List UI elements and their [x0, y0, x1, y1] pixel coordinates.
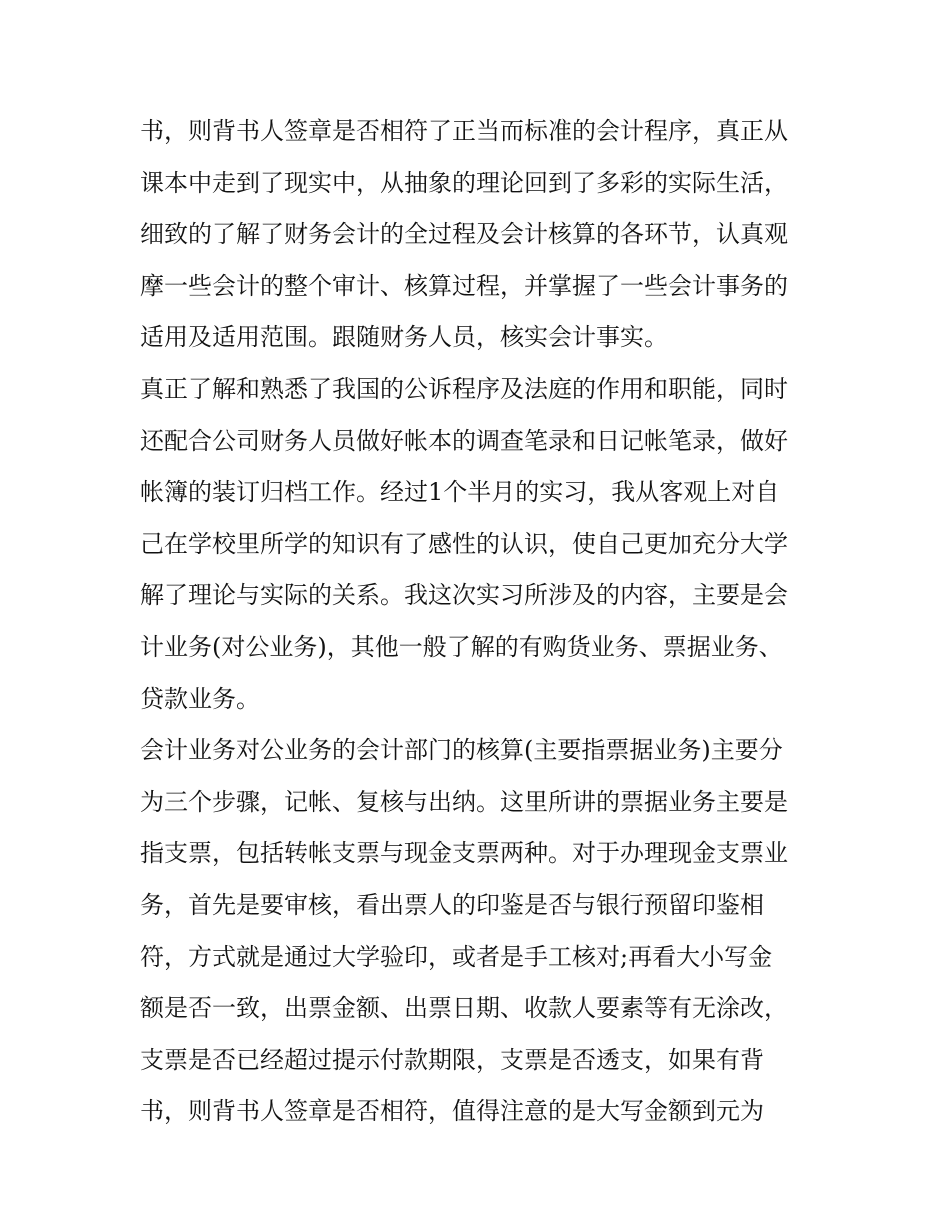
- body-text: [140, 106, 820, 1138]
- text-line: 还配合公司财务人员做好帐本的调查笔录和日记帐笔录，做好: [140, 426, 788, 455]
- text-line: 符，方式就是通过大学验印，或者是手工核对;再看大小写金: [140, 942, 773, 971]
- text-line: 帐簿的装订归档工作。经过1个半月的实习，我从客观上对自: [140, 478, 780, 507]
- text-line: 真正了解和熟悉了我国的公诉程序及法庭的作用和职能，同时: [140, 374, 788, 403]
- text-line: 适用及适用范围。跟随财务人员，核实会计事实。: [140, 323, 668, 352]
- text-line: 支票是否已经超过提示付款期限，支票是否透支，如果有背: [140, 1045, 764, 1074]
- text-line: 额是否一致，出票金额、出票日期、收款人要素等有无涂改，: [140, 994, 788, 1023]
- text-line: 计业务(对公业务)，其他一般了解的有购货业务、票据业务、: [140, 632, 783, 661]
- text-line: 摩一些会计的整个审计、核算过程，并掌握了一些会计事务的: [140, 271, 788, 300]
- text-line: 细致的了解了财务会计的全过程及会计核算的各环节，认真观: [140, 220, 788, 249]
- text-line: 书，则背书人签章是否相符，值得注意的是大写金额到元为: [140, 1097, 764, 1126]
- text-line: 课本中走到了现实中，从抽象的理论回到了多彩的实际生活，: [140, 168, 788, 197]
- text-line: 务，首先是要审核，看出票人的印鉴是否与银行预留印鉴相: [140, 890, 764, 919]
- text-line: 指支票，包括转帐支票与现金支票两种。对于办理现金支票业: [140, 839, 788, 868]
- text-line: 会计业务对公业务的会计部门的核算(主要指票据业务)主要分: [140, 736, 783, 765]
- text-line: 贷款业务。: [140, 684, 260, 713]
- text-line: 己在学校里所学的知识有了感性的认识，使自己更加充分大学: [140, 529, 788, 558]
- text-line: 为三个步骤，记帐、复核与出纳。这里所讲的票据业务主要是: [140, 787, 788, 816]
- text-line: 解了理论与实际的关系。我这次实习所涉及的内容，主要是会: [140, 581, 788, 610]
- text-line: 书，则背书人签章是否相符了正当而标准的会计程序，真正从: [140, 117, 788, 145]
